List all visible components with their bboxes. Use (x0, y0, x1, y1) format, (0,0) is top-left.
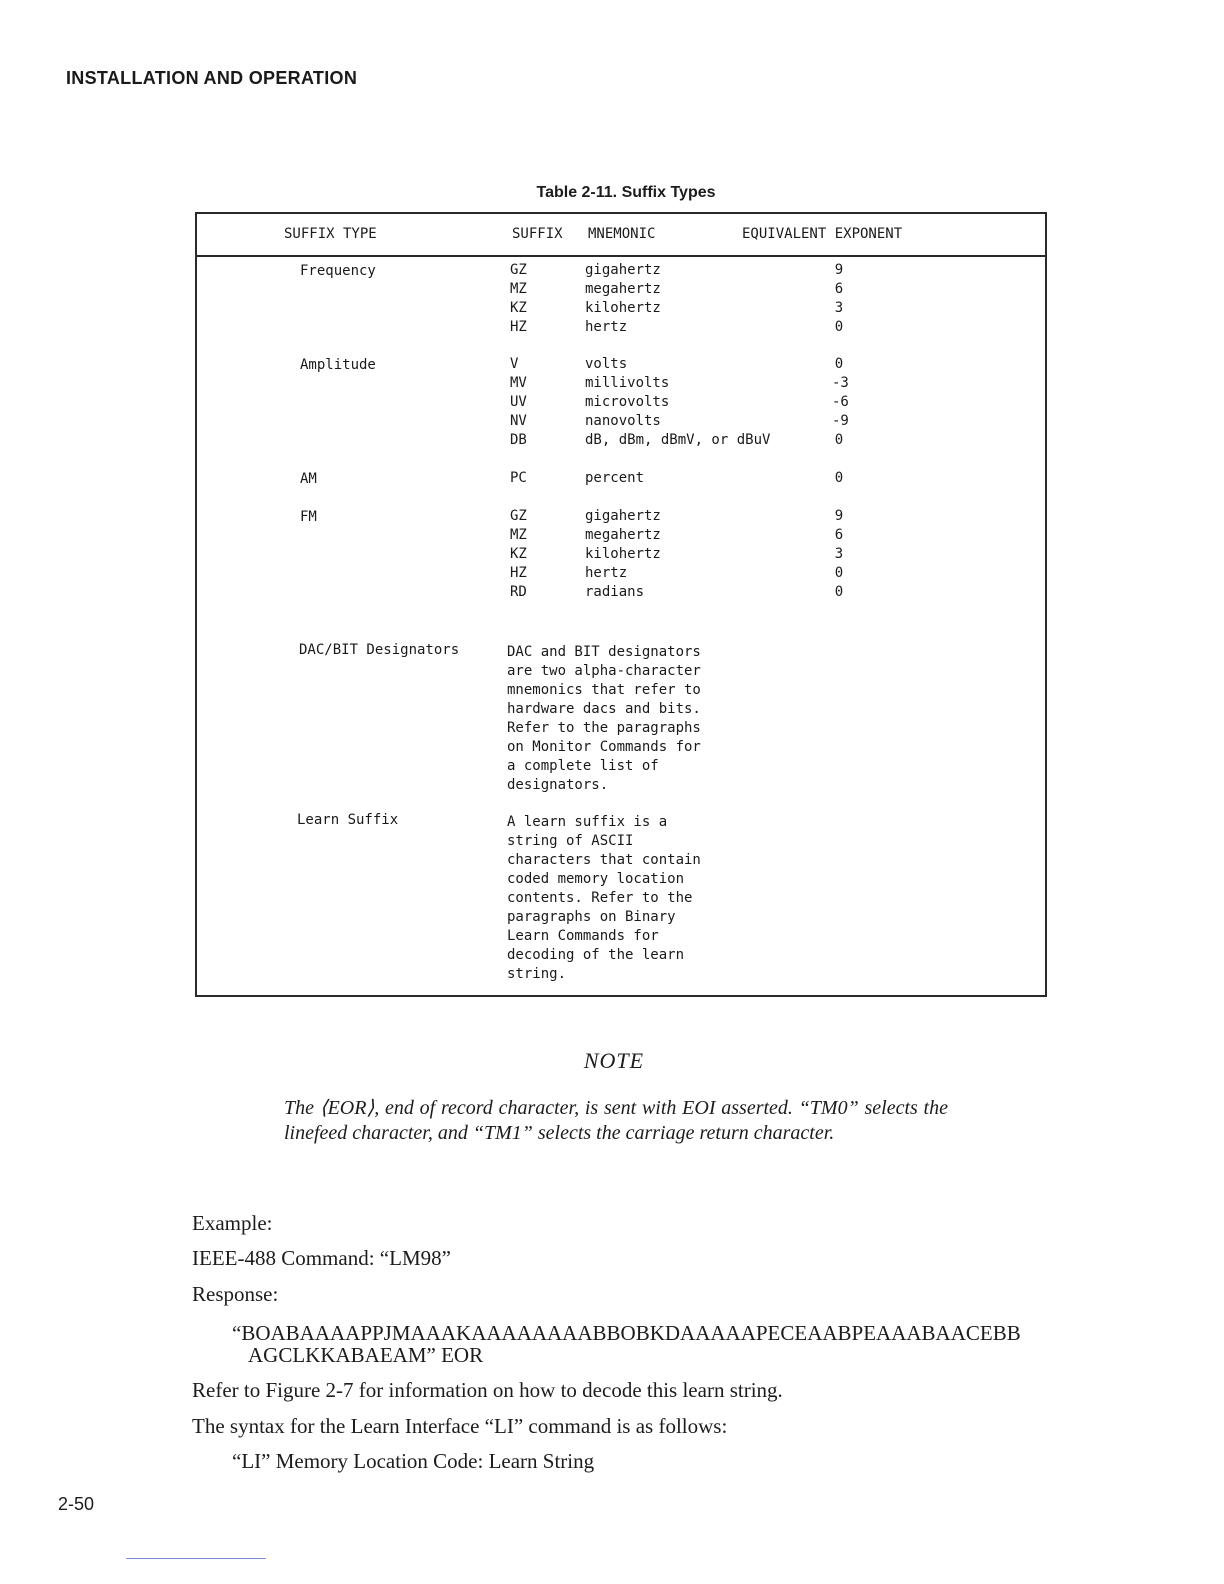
mnemonic-cell: gigahertz (585, 508, 661, 524)
response-line-2: AGCLKKABAEAM” EOR (248, 1343, 484, 1367)
suffix-cell: HZ (510, 565, 527, 581)
exponent-cell: 0 (834, 470, 844, 486)
suffix-cell: DB (510, 432, 527, 448)
exponent-cell: 9 (834, 508, 844, 524)
table-header-divider (197, 255, 1045, 257)
exponent-cell: -6 (832, 394, 849, 410)
syntax-intro: The syntax for the Learn Interface “LI” command is as follows: (192, 1414, 728, 1438)
exponent-cell: 0 (834, 319, 844, 335)
column-header-mnemonic: MNEMONIC (588, 226, 656, 242)
table-caption: Table 2-11. Suffix Types (536, 184, 716, 201)
mnemonic-cell: kilohertz (585, 300, 661, 316)
example-label: Example: (192, 1211, 273, 1235)
mnemonic-cell: volts (585, 356, 628, 372)
mnemonic-cell: radians (585, 584, 645, 600)
refer-figure-text: Refer to Figure 2-7 for information on how to decode this learn string. (192, 1378, 783, 1402)
dac-bit-description: DAC and BIT designators are two alpha-character mnemonics that refer to hardware dacs and bits. Refer to the paragraphs on Monitor Commands for a complete list of designators. (507, 644, 701, 793)
suffix-cell: UV (510, 394, 527, 410)
suffix-cell: V (510, 356, 519, 372)
mnemonic-cell: megahertz (585, 527, 661, 543)
suffix-cell: GZ (510, 262, 527, 278)
mnemonic-cell: kilohertz (585, 546, 661, 562)
syntax-line: “LI” Memory Location Code: Learn String (232, 1449, 595, 1473)
suffix-cell: MV (510, 375, 527, 391)
suffix-type-label: Frequency (300, 263, 376, 279)
suffix-type-label: AM (300, 471, 317, 487)
mnemonic-cell: hertz (585, 319, 628, 335)
mnemonic-cell: millivolts (585, 375, 670, 391)
response-label: Response: (192, 1282, 279, 1306)
column-header-suffix-type: SUFFIX TYPE (284, 226, 377, 242)
exponent-cell: 3 (834, 300, 844, 316)
example-command: IEEE-488 Command: “LM98” (192, 1246, 451, 1270)
mnemonic-cell: gigahertz (585, 262, 661, 278)
suffix-type-learn: Learn Suffix (297, 812, 399, 828)
column-header-suffix: SUFFIX (512, 226, 563, 242)
exponent-cell: 6 (834, 281, 844, 297)
suffix-cell: GZ (510, 508, 527, 524)
mnemonic-cell: dB, dBm, dBmV, or dBuV (585, 432, 771, 448)
suffix-type-label: Amplitude (300, 357, 376, 373)
exponent-cell: -9 (832, 413, 849, 429)
note-body: The ⟨EOR⟩, end of record character, is sent with EOI asserted. “TM0” selects the linefeed character, and “TM1” selects the carriage return character. (284, 1097, 948, 1144)
exponent-cell: 0 (834, 584, 844, 600)
suffix-type-dac-bit: DAC/BIT Designators (299, 642, 460, 658)
note-title: NOTE (583, 1048, 645, 1073)
response-line-1: “BOABAAAAPPJMAAAKAAAAAAAABBOBKDAAAAAPECEAABPEAAABAACEBB (232, 1321, 1021, 1345)
suffix-cell: NV (510, 413, 527, 429)
mnemonic-cell: megahertz (585, 281, 661, 297)
exponent-cell: 0 (834, 356, 844, 372)
suffix-cell: KZ (510, 546, 527, 562)
suffix-cell: HZ (510, 319, 527, 335)
page-number: 2-50 (58, 1494, 95, 1514)
exponent-cell: 6 (834, 527, 844, 543)
suffix-cell: MZ (510, 527, 527, 543)
learn-suffix-description: A learn suffix is a string of ASCII characters that contain coded memory location contents. Refer to the paragraphs on Binary Learn Commands for decoding of the learn string. (507, 814, 701, 982)
suffix-cell: KZ (510, 300, 527, 316)
suffix-cell: MZ (510, 281, 527, 297)
exponent-cell: 9 (834, 262, 844, 278)
page-header: INSTALLATION AND OPERATION (66, 68, 358, 88)
mnemonic-cell: percent (585, 470, 645, 486)
mnemonic-cell: nanovolts (585, 413, 661, 429)
mnemonic-cell: microvolts (585, 394, 670, 410)
column-header-exponent: EQUIVALENT EXPONENT (742, 226, 903, 242)
suffix-cell: PC (510, 470, 527, 486)
suffix-cell: RD (510, 584, 527, 600)
exponent-cell: 0 (834, 432, 844, 448)
suffix-type-label: FM (300, 509, 317, 525)
mnemonic-cell: hertz (585, 565, 628, 581)
exponent-cell: 0 (834, 565, 844, 581)
footer-rule (126, 1558, 266, 1559)
exponent-cell: -3 (832, 375, 849, 391)
exponent-cell: 3 (834, 546, 844, 562)
